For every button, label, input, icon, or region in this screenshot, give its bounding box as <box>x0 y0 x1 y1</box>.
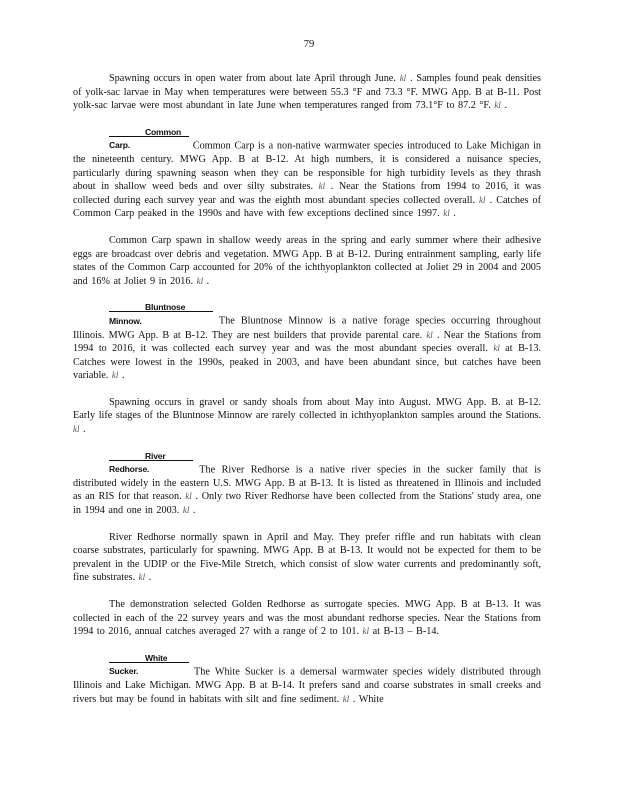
section-heading-white-sucker: White Sucker. <box>109 652 189 663</box>
citation-mark: kl <box>196 275 204 286</box>
citation-mark: kl <box>479 194 486 205</box>
citation-mark: kl <box>111 370 119 381</box>
citation-mark: kl <box>138 572 146 583</box>
citation-mark: kl <box>362 626 370 637</box>
citation-mark: kl <box>493 343 500 354</box>
paragraph-text: Spawning occurs in gravel or sandy shoals from about May into August. MWG App. B. at B-12. Early life stages of the Bluntnose Minnow are rarely collected in ichthyoplankton samples around the Stations. <box>73 396 541 422</box>
paragraph-river-redhorse <box>73 450 541 518</box>
paragraph-text: Common Carp is a non-native warmwater species introduced to Lake Michigan in the nineteenth century. MWG App. B at B-12. At high numbers, it is considered a nuisance species, particularly during spawning season when they can be responsible for high turbidity levels as they thrash about in shallow weed beds and over silty substrates. <box>73 140 541 193</box>
citation-mark: kl <box>185 491 192 502</box>
citation-mark: kl <box>318 181 326 192</box>
paragraph-text: at B-13 – B-14. <box>369 626 439 638</box>
section-heading-bluntnose-minnow: Bluntnose Minnow. <box>109 301 213 312</box>
citation-mark: kl <box>342 693 350 704</box>
section-heading-river-redhorse: River Redhorse. <box>109 450 193 461</box>
document-body <box>73 72 541 719</box>
paragraph-text: Spawning occurs in open water from about late April through June. <box>109 73 400 84</box>
paragraph-text: The White Sucker is a demersal warmwater species widely distributed through Illinois and Lake Michigan. MWG App. B at B-14. It prefers sand and coarse substrates in small creeks and rivers but may be found in habitats with silt and fine sediment. <box>73 666 541 705</box>
paragraph-redhorse-spawning <box>73 531 541 585</box>
paragraph-text: . Samples found peak densities of yolk-sac larvae in May when temperatures were between 55.3 °F and 73.3 °F. MWG App. B at B-11. Post yolk-sac larvae were most abundant in late June when temperatures ranged from 73.1°F to 87.2 °F. <box>73 73 541 112</box>
citation-mark: kl <box>494 100 501 111</box>
paragraph-text: The River Redhorse is a native river species in the sucker family that is distributed widely in the eastern U.S. MWG App. B at B-13. It is listed as threatened in Illinois and included as an RIS for that reason. <box>73 464 541 503</box>
paragraph-text: . <box>449 208 456 220</box>
paragraph-text: The demonstration selected Golden Redhorse as surrogate species. MWG App. B at B-13. It was collected in each of the 22 survey years and was the most abundant redhorse species. Near the Stations from 1994 to 2016, annual catches averaged 27 with a range of 2 to 101. <box>73 599 541 638</box>
paragraph-white-sucker <box>73 652 541 706</box>
paragraph-spawning-open-water <box>73 72 541 113</box>
section-heading-common-carp: Common Carp. <box>109 126 189 137</box>
paragraph-text: . <box>145 572 152 584</box>
paragraph-text: . <box>79 424 86 436</box>
paragraph-bluntnose-minnow <box>73 301 541 383</box>
paragraph-text: . Only two River Redhorse have been collected from the Stations' study area, one in 1994 and one in 2003. <box>73 491 541 517</box>
paragraph-text: . Catches of Common Carp peaked in the 1990s and have with few exceptions declined since 1997. <box>73 194 541 220</box>
paragraph-text: . <box>118 370 125 382</box>
paragraph-common-carp <box>73 126 541 221</box>
paragraph-text: The Bluntnose Minnow is a native forage species occurring throughout Illinois. MWG App. B at B-12. They are nest builders that provide parental care. <box>73 315 541 341</box>
paragraph-carp-spawning <box>73 234 541 288</box>
citation-mark: kl <box>73 424 80 435</box>
page-number: 79 <box>303 39 315 50</box>
paragraph-golden-redhorse <box>73 598 541 639</box>
paragraph-text: . White <box>349 693 384 705</box>
paragraph-minnow-spawning <box>73 396 541 437</box>
paragraph-text: . Near the Stations from 1994 to 2016, it was collected each survey year and was the most abundant species overall. <box>73 329 541 355</box>
paragraph-text: . <box>203 275 210 287</box>
citation-mark: kl <box>443 208 450 219</box>
paragraph-text: Common Carp spawn in shallow weedy areas in the spring and early summer where their adhesive eggs are broadcast over debris and vegetation. MWG App. B at B-12. During entrainment sampling, early life states of the Common Carp accounted for 20% of the ichthyoplankton collected at Joliet 29 in 2004 and 2005 and 16% at Joliet 9 in 2016. <box>73 234 541 287</box>
citation-mark: kl <box>182 505 190 516</box>
citation-mark: kl <box>399 73 407 83</box>
paragraph-text: . <box>189 505 196 517</box>
paragraph-text: River Redhorse normally spawn in April and May. They prefer riffle and run habitats with clean coarse substrates, particularly for spawning. MWG App. B at B-13. It would not be expected for them to be prevalent in the UDIP or the Five-Mile Stretch, which consist of slow water currents and predominantly soft, fine substrates. <box>73 531 541 584</box>
paragraph-text: at B-13. Catches were lowest in the 1990s, peaked in 2003, and have been abundant since, but catches have been variable. <box>73 343 541 382</box>
paragraph-text: . <box>500 100 507 112</box>
paragraph-text: . Near the Stations from 1994 to 2016, it was collected during each survey year and was the eighth most abundant species collected overall. <box>73 181 541 206</box>
citation-mark: kl <box>426 329 433 340</box>
